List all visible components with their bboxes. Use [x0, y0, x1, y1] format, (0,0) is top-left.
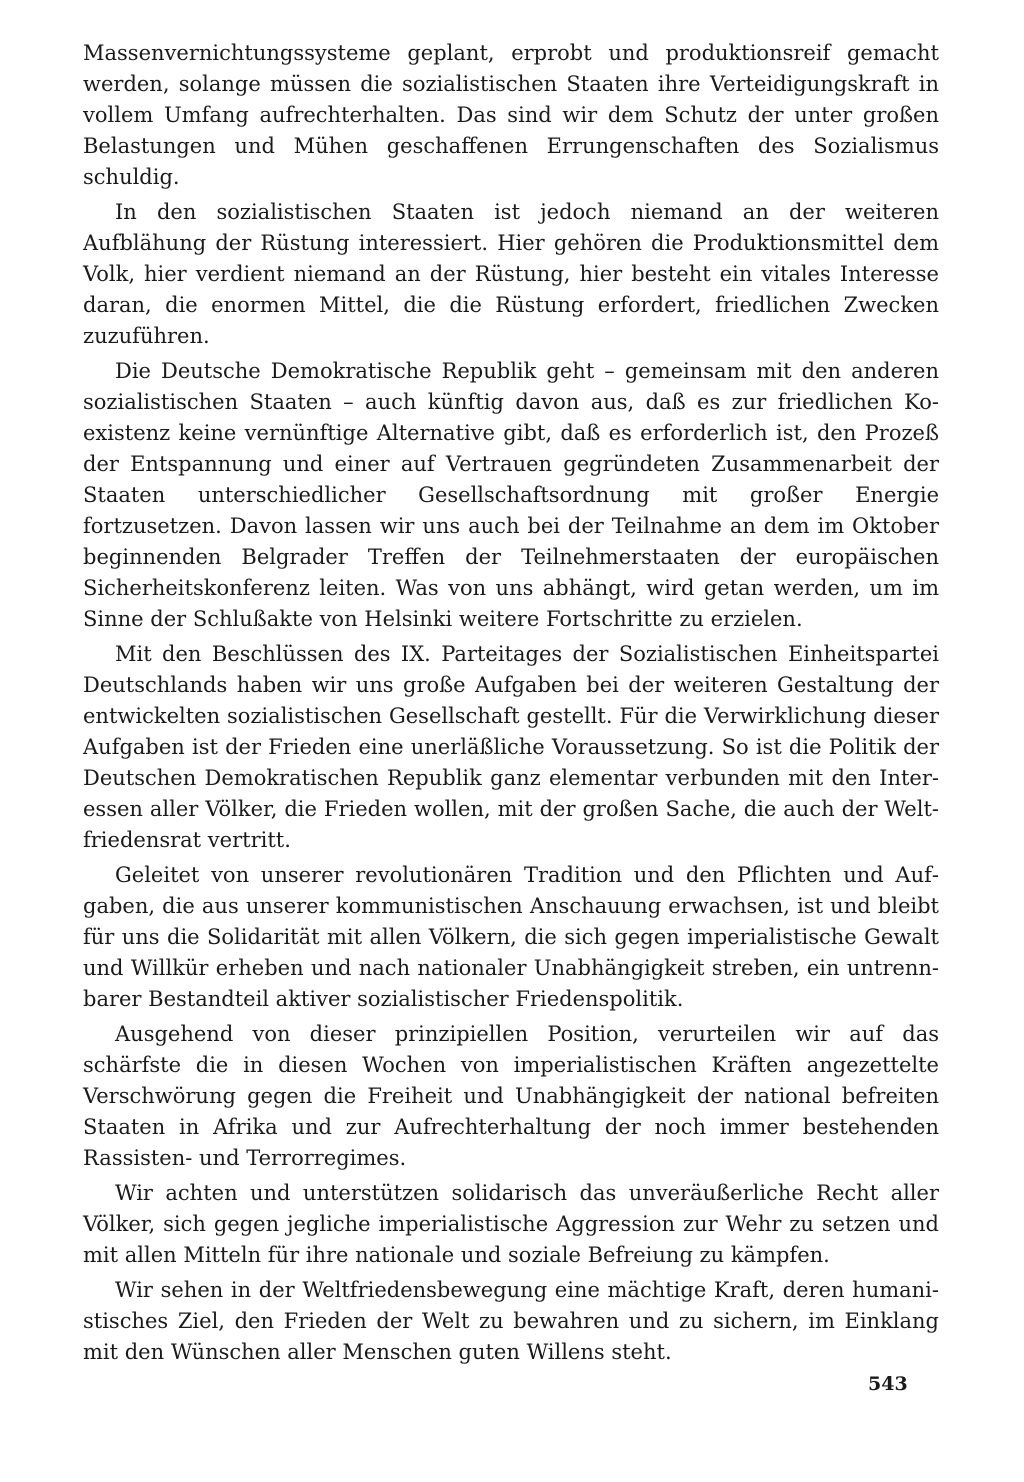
paragraph-7: Wir achten und unterstützen solidarisch das unveräußerliche Recht aller Völker, sich gegen jegliche imperialistische Aggression zur Wehr zu setzen und mit allen Mitteln für ihre nationale und soziale Befreiung zu kämpfen. [83, 1181, 939, 1267]
page-number: 543 [868, 1373, 908, 1395]
paragraph-1: Massenvernichtungssysteme geplant, erprobt und produktionsreif gemacht werden, solange müssen die sozialistischen Staaten ihre Verteidigungskraft in vollem Umfang aufrechterhalten. Das sind wir dem Schutz der unter großen Belastungen und Mühen geschaffenen Errungenschaften des Sozialismus schuldig. [83, 41, 939, 189]
paragraph-3: Die Deutsche Demokratische Republik geht – gemeinsam mit den anderen sozialistischen Staaten – auch künftig davon aus, daß es zur friedlichen Koexistenz keine vernünftige Alternative gibt, daß es erforderlich ist, den Prozeß der Entspannung und einer auf Vertrauen gegründeten Zusammenarbeit der Staaten unterschiedlicher Gesellschaftsordnung mit großer Energie fortzusetzen. Davon lassen wir uns auch bei der Teilnahme an dem im Oktober beginnenden Belgrader Treffen der Teilnehmerstaaten der europäischen Sicherheitskonferenz leiten. Was von uns abhängt, wird getan werden, um im Sinne der Schlußakte von Helsinki weitere Fortschritte zu erzielen. [83, 359, 939, 631]
paragraph-2: In den sozialistischen Staaten ist jedoch niemand an der weiteren Aufblähung der Rüstung interessiert. Hier gehören die Produktionsmittel dem Volk, hier verdient niemand an der Rüstung, hier besteht ein vitales Interesse daran, die enormen Mittel, die die Rüstung erfordert, friedlichen Zwecken zuzuführen. [83, 200, 939, 348]
paragraph-6: Ausgehend von dieser prinzipiellen Position, verurteilen wir auf das schärfste die in diesen Wochen von imperialistischen Kräften angezettelte Verschwörung gegen die Freiheit und Unabhängigkeit der national befreiten Staaten in Afrika und zur Aufrechterhaltung der noch immer bestehenden Rassisten- und Terrorregimes. [83, 1022, 939, 1170]
page-body [83, 38, 939, 1372]
paragraph-4: Mit den Beschlüssen des IX. Parteitages der Sozialistischen Einheitspartei Deutschlands haben wir uns große Aufgaben bei der weiteren Gestaltung der entwickelten sozialistischen Gesellschaft gestellt. Für die Verwirklichung dieser Aufgaben ist der Frieden eine unerläßliche Voraussetzung. So ist die Politik der Deutschen Demokratischen Republik ganz elementar verbunden mit den Interessen aller Völker, die Frieden wollen, mit der großen Sache, die auch der Weltfriedensrat vertritt. [83, 642, 939, 852]
paragraph-8: Wir sehen in der Weltfriedensbewegung eine mächtige Kraft, deren humanistisches Ziel, den Frieden der Welt zu bewahren und zu sichern, im Einklang mit den Wünschen aller Menschen guten Willens steht. [83, 1278, 939, 1364]
paragraph-5: Geleitet von unserer revolutionären Tradition und den Pflichten und Aufgaben, die aus unserer kommunistischen Anschauung erwachsen, ist und bleibt für uns die Solidarität mit allen Völkern, die sich gegen imperialistische Gewalt und Willkür erheben und nach nationaler Unabhängigkeit streben, ein untrennbarer Bestandteil aktiver sozialistischer Friedenspolitik. [83, 863, 939, 1011]
